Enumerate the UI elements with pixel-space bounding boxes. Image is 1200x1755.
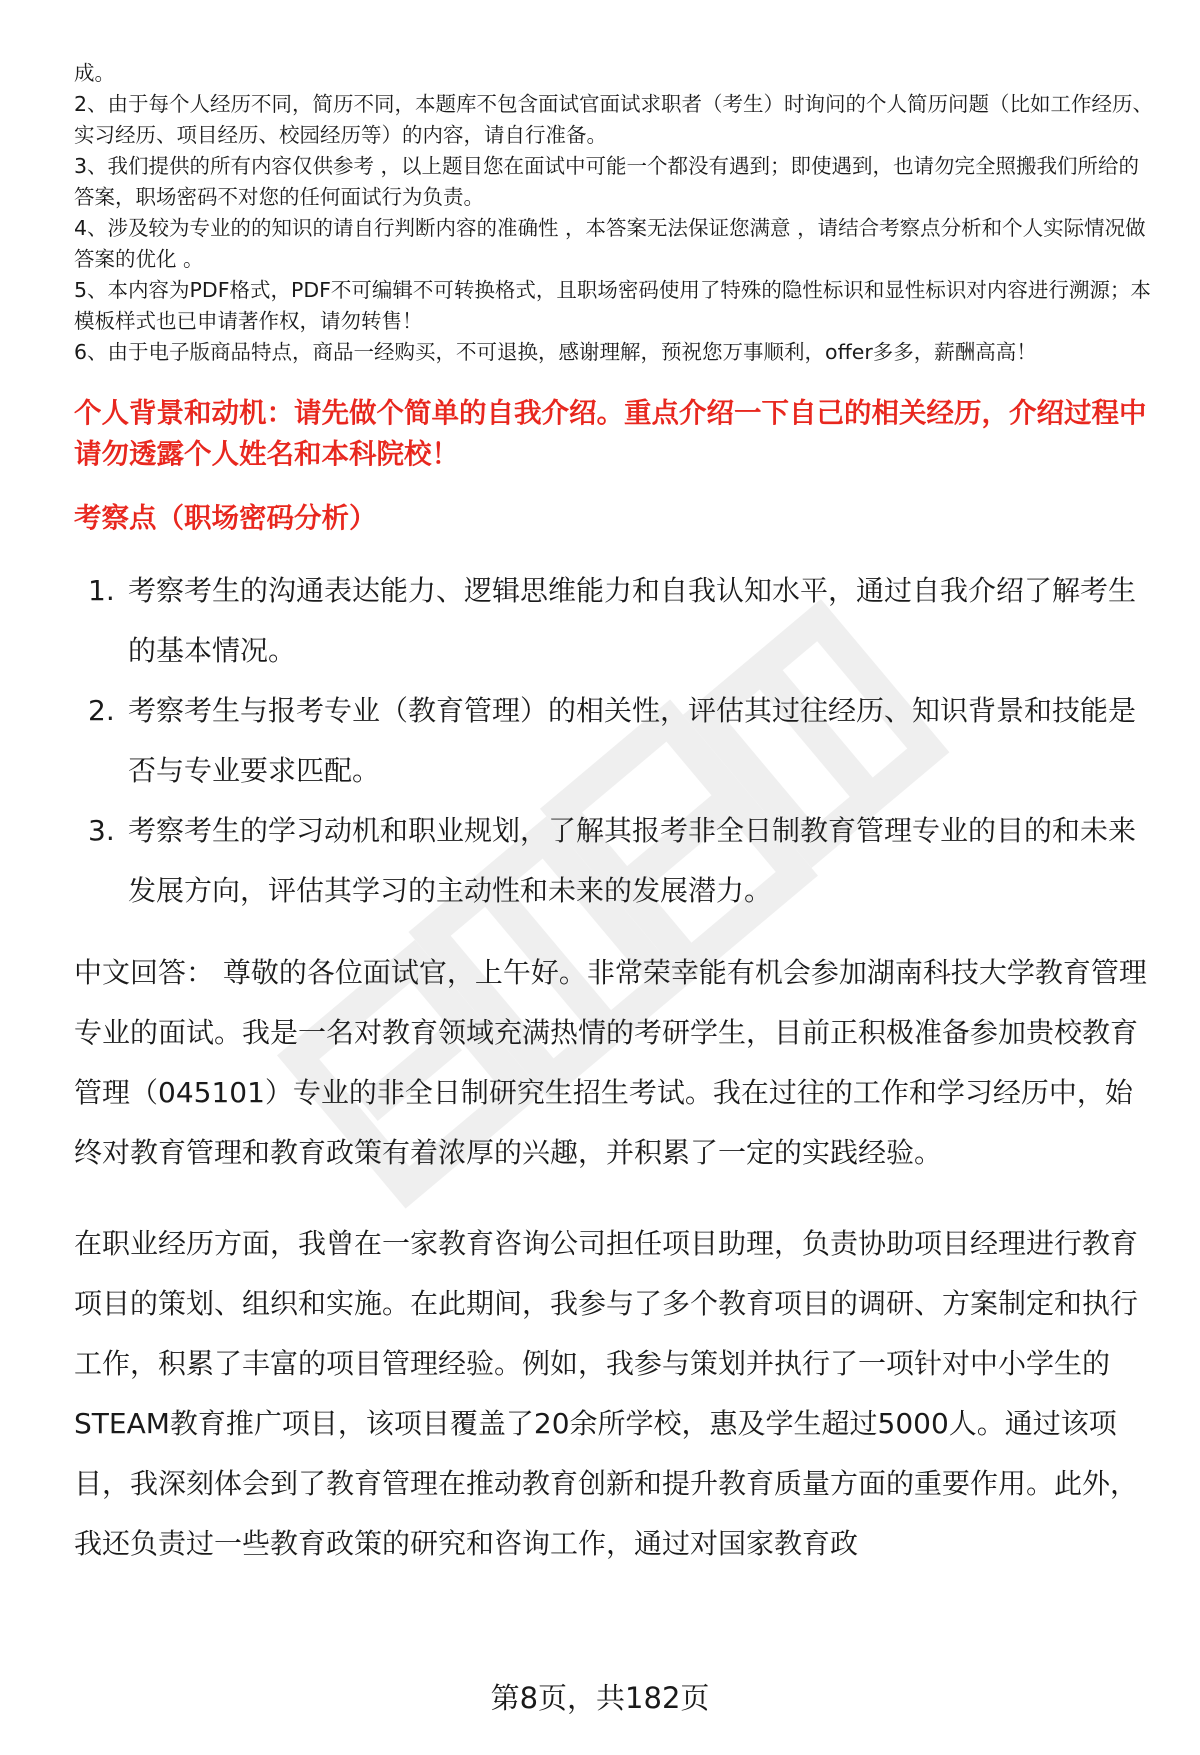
list-item-number: 1. — [88, 574, 115, 607]
answer-section — [74, 943, 1154, 1574]
list-item-number: 2. — [88, 694, 115, 727]
analysis-points-list — [74, 561, 1154, 921]
note-line: 3、我们提供的所有内容仅供参考 ，以上题目您在面试中可能一个都没有遇到；即使遇到，也请勿完全照搬我们所给的答案，职场密码不对您的任何面试行为负责。 — [74, 154, 1140, 209]
analysis-heading: 考察点（职场密码分析） — [74, 502, 377, 534]
answer-paragraph: 中文回答： 尊敬的各位面试官，上午好。非常荣幸能有机会参加湖南科技大学教育管理专业的面试。我是一名对教育领域充满热情的考研学生，目前正积极准备参加贵校教育管理（045101）专业的非全日制研究生招生考试。我在过往的工作和学习经历中，始终对教育管理和教育政策有着浓厚的兴趣，并积累了一定的实践经验。 — [74, 956, 1147, 1169]
list-item-number: 3. — [88, 814, 115, 847]
note-line: 5、本内容为PDF格式，PDF不可编辑不可转换格式，且职场密码使用了特殊的隐性标识和显性标识对内容进行溯源；本模板样式也已申请著作权，请勿转售！ — [74, 278, 1151, 333]
note-line: 成。 — [74, 61, 115, 85]
list-item — [74, 801, 1154, 921]
list-item-text: 考察考生的学习动机和职业规划，了解其报考非全日制教育管理专业的目的和未来发展方向，评估其学习的主动性和未来的发展潜力。 — [128, 814, 1137, 907]
page-content — [74, 58, 1154, 1574]
note-line: 2、由于每个人经历不同，简历不同，本题库不包含面试官面试求职者（考生）时询问的个人简历问题（比如工作经历、实习经历、项目经历、校园经历等）的内容，请自行准备。 — [74, 92, 1154, 147]
question-heading: 个人背景和动机：请先做个简单的自我介绍。重点介绍一下自己的相关经历，介绍过程中请勿透露个人姓名和本科院校！ — [74, 397, 1147, 470]
note-line: 4、涉及较为专业的的知识的请自行判断内容的准确性 ，本答案无法保证您满意 ，请结合考察点分析和个人实际情况做答案的优化 。 — [74, 216, 1146, 271]
answer-paragraph: 在职业经历方面，我曾在一家教育咨询公司担任项目助理，负责协助项目经理进行教育项目的策划、组织和实施。在此期间，我参与了多个教育项目的调研、方案制定和执行工作，积累了丰富的项目管理经验。例如，我参与策划并执行了一项针对中小学生的STEAM教育推广项目，该项目覆盖了20余所学校，惠及学生超过5000人。通过该项目，我深刻体会到了教育管理在推动教育创新和提升教育质量方面的重要作用。此外，我还负责过一些教育政策的研究和咨询工作，通过对国家教育政 — [74, 1227, 1139, 1560]
list-item — [74, 681, 1154, 801]
page-number-footer: 第8页，共182页 — [490, 1681, 710, 1715]
list-item — [74, 561, 1154, 681]
note-line: 6、由于电子版商品特点，商品一经购买，不可退换，感谢理解，预祝您万事顺利，offer多多，薪酬高高！ — [74, 340, 1037, 364]
list-item-text: 考察考生的沟通表达能力、逻辑思维能力和自我认知水平，通过自我介绍了解考生的基本情况。 — [128, 574, 1137, 667]
notes-section — [74, 58, 1154, 368]
list-item-text: 考察考生与报考专业（教育管理）的相关性，评估其过往经历、知识背景和技能是否与专业要求匹配。 — [128, 694, 1137, 787]
